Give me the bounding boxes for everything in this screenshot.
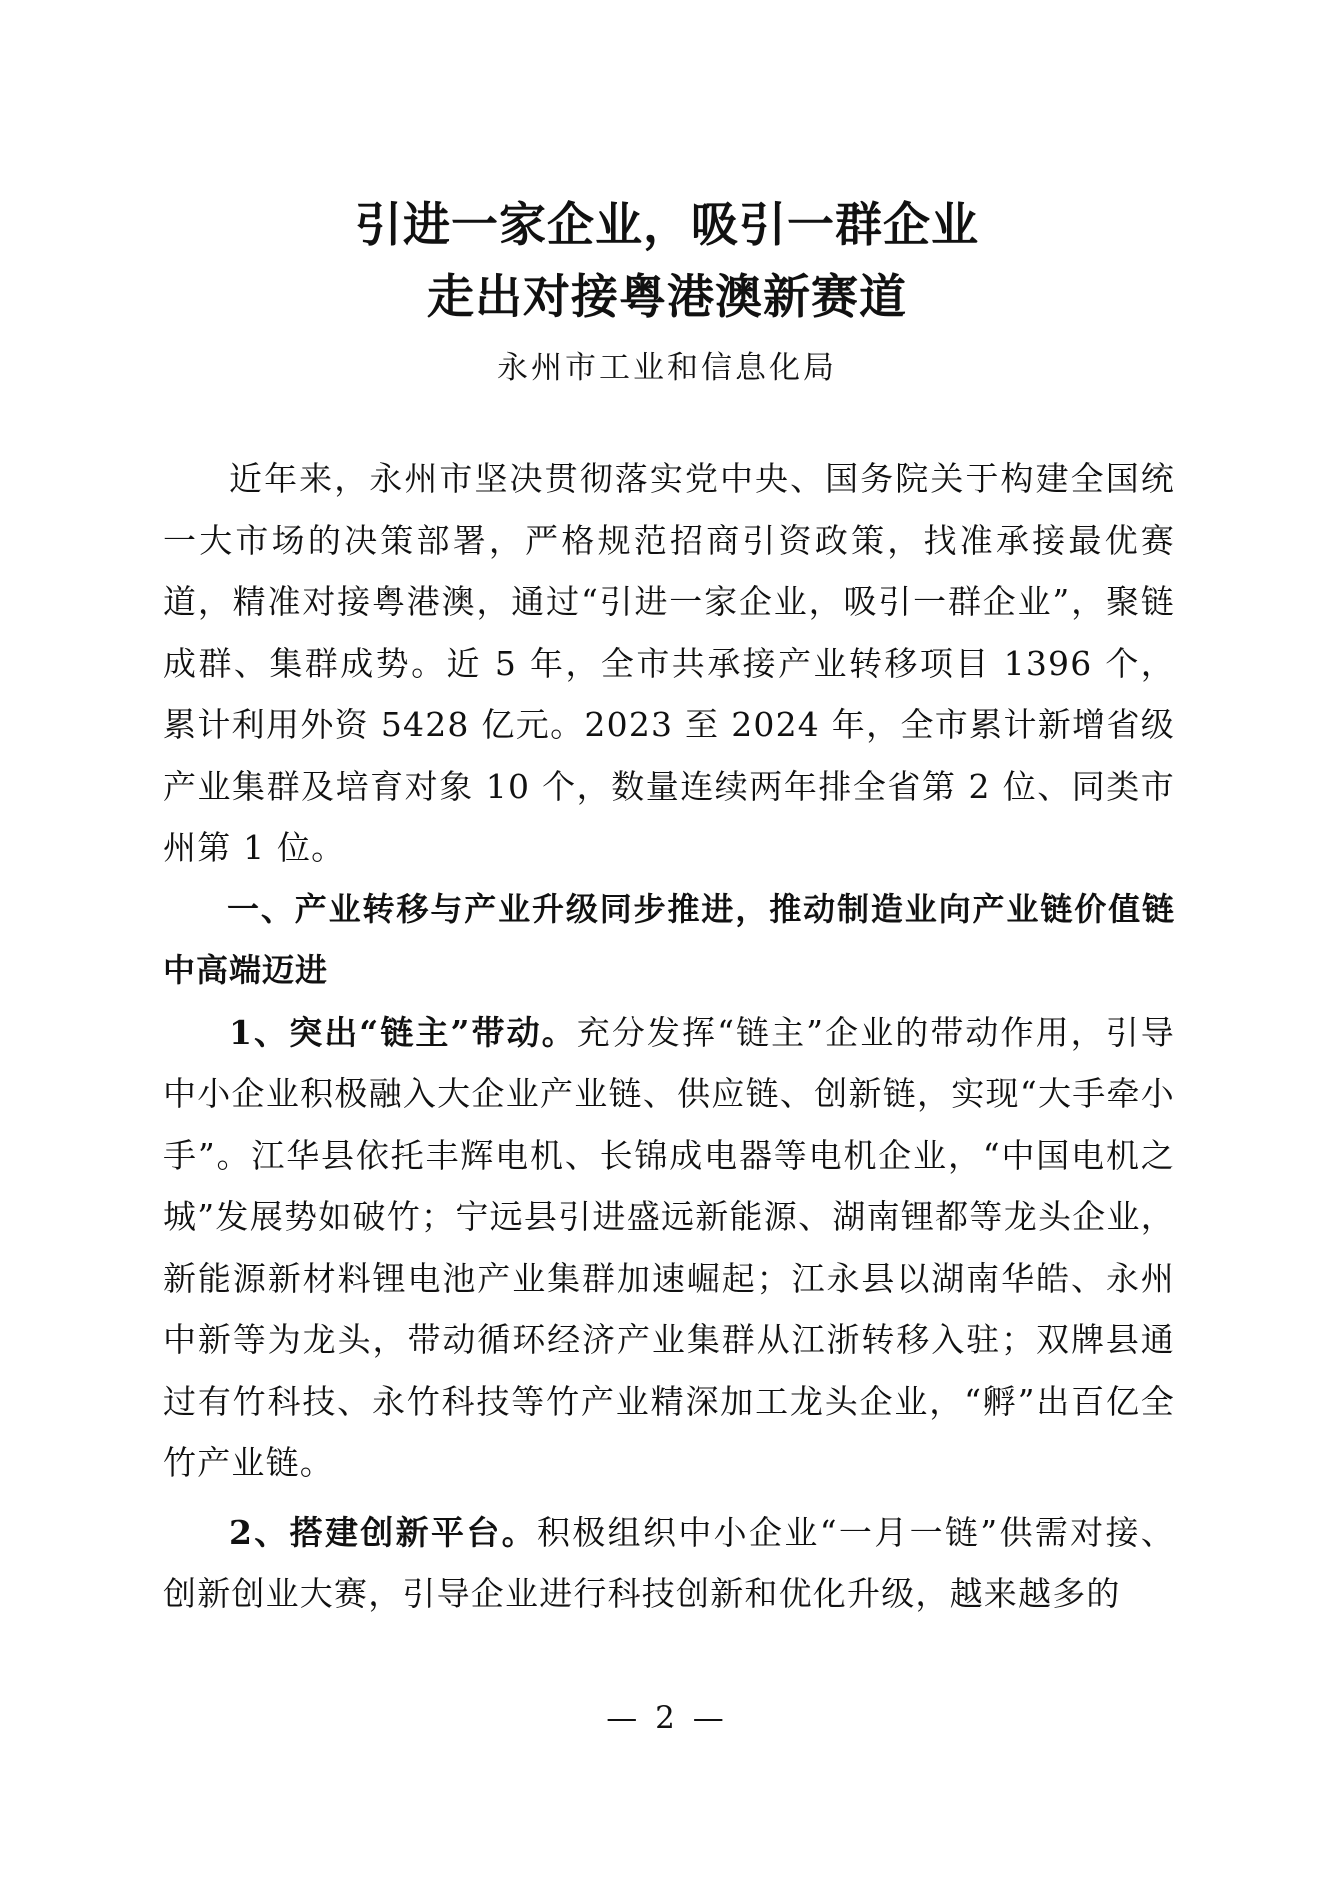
item-1-text: 充分发挥“链主”企业的带动作用，引导中小企业积极融入大企业产业链、供应链、创新链，实现“大手牵小手”。江华县依托丰辉电机、长锦成电器等电机企业，“中国电机之城”发展势如破竹；宁远县引进盛远新能源、湖南锂都等龙头企业，新能源新材料锂电池产业集群加速崛起；江永县以湖南华皓、永州中新等为龙头，带动循环经济产业集群从江浙转移入驻；双牌县通过有竹科技、永竹科技等竹产业精深加工龙头企业，“孵”出百亿全竹产业链。 — [163, 1012, 1176, 1482]
title-line-2: 走出对接粤港澳新赛道 — [427, 270, 907, 325]
item-1-lead: 1、突出“链主”带动。 — [229, 1012, 577, 1052]
page-number: — 2 — — [606, 1700, 728, 1736]
item-1-paragraph — [163, 1002, 1175, 1494]
title-block — [0, 190, 1334, 388]
intro-paragraph: 近年来，永州市坚决贯彻落实党中央、国务院关于构建全国统一大市场的决策部署，严格规范招商引资政策，找准承接最优赛道，精准对接粤港澳，通过“引进一家企业，吸引一群企业”，聚链成群、集群成势。近 5 年，全市共承接产业转移项目 1396 个，累计利用外资 5428 亿元。2023 至 2024 年，全市累计新增省级产业集群及培育对象 10 个，数量连续两年排全省第 2 位、同类市州第 1 位。 — [163, 459, 1175, 867]
body-text — [163, 448, 1175, 1625]
item-2-text: 积极组织中小企业“一月一链”供需对接、创新创业大赛，引导企业进行科技创新和优化升级，越来越多的 — [163, 1512, 1175, 1613]
author-line: 永州市工业和信息化局 — [497, 350, 837, 386]
title-line-1: 引进一家企业，吸引一群企业 — [355, 198, 979, 253]
item-2-lead: 2、搭建创新平台。 — [229, 1512, 537, 1552]
item-2-paragraph — [163, 1502, 1175, 1625]
section-1-heading: 一、产业转移与产业升级同步推进，推动制造业向产业链价值链中高端迈进 — [163, 889, 1175, 989]
